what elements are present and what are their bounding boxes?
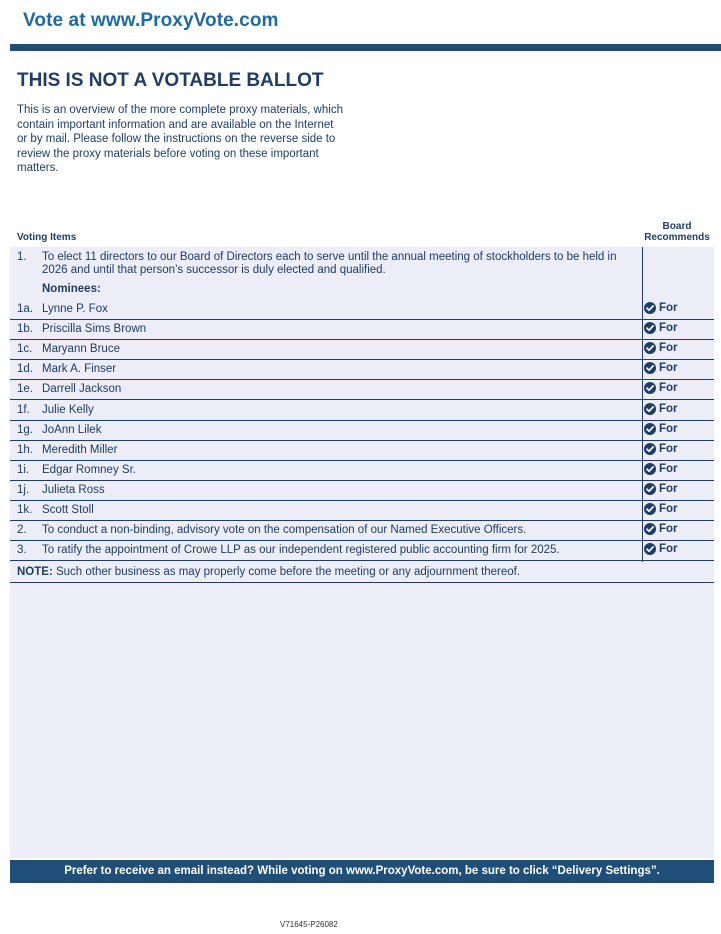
table-row — [10, 541, 714, 561]
note-row — [10, 565, 714, 583]
table-row — [10, 501, 714, 521]
document-code: V71645-P26082 — [280, 920, 338, 929]
item-text: Julie Kelly — [42, 403, 94, 416]
item-text: Meredith Miller — [42, 443, 118, 456]
item-number: 3. — [17, 544, 27, 557]
delivery-settings-banner: Prefer to receive an email instead? While voting on www.ProxyVote.com, be sure to click “Delivery Settings”. — [10, 860, 714, 883]
board-recommendation — [644, 443, 678, 455]
item-text: Julieta Ross — [42, 483, 105, 496]
table-row — [10, 300, 714, 320]
board-recommendation — [644, 503, 678, 515]
table-row — [10, 340, 714, 360]
intro-line: or by mail. Please follow the instructions on the reverse side to — [17, 133, 336, 145]
board-recommendation — [644, 322, 678, 334]
voting-items-header: Voting Items — [17, 232, 77, 243]
item-number: 1d. — [17, 363, 33, 376]
recommendation-label: For — [659, 342, 678, 355]
check-circle-icon — [644, 322, 659, 334]
item-number: 1i. — [17, 463, 30, 476]
recommendation-label: For — [659, 302, 678, 314]
recommendation-label: For — [659, 322, 678, 335]
check-circle-icon — [644, 503, 659, 515]
ballot-title: THIS IS NOT A VOTABLE BALLOT — [17, 70, 324, 91]
item-text: Lynne P. Fox — [42, 303, 108, 315]
board-recommendation — [644, 463, 678, 475]
table-row — [10, 461, 714, 481]
table-row — [10, 401, 714, 421]
recommendation-label: For — [659, 523, 678, 536]
board-label: Board — [662, 221, 692, 232]
table-row-item-1 — [10, 247, 714, 298]
item-number: 1e. — [17, 383, 33, 396]
check-circle-icon — [644, 463, 659, 475]
board-recommends-header — [641, 221, 713, 243]
nominees-label: Nominees: — [42, 283, 101, 295]
intro-line: matters. — [17, 162, 59, 174]
check-circle-icon — [644, 302, 659, 314]
item-number: 1g. — [17, 423, 33, 436]
intro-line: review the proxy materials before voting on these important — [17, 147, 319, 160]
item-text: Priscilla Sims Brown — [42, 323, 147, 336]
table-row — [10, 421, 714, 441]
item-text-line: To elect 11 directors to our Board of Directors each to serve until the annual meeting of stockholders to be held in — [42, 251, 617, 263]
board-recommendation — [644, 362, 678, 374]
recommendation-label: For — [659, 382, 678, 395]
item-text: Darrell Jackson — [42, 383, 122, 396]
item-text: To ratify the appointment of Crowe LLP as our independent registered public accounting firm for 2025. — [42, 544, 560, 557]
check-circle-icon — [644, 382, 659, 394]
board-recommendation — [644, 302, 678, 314]
item-text: JoAnn Lilek — [42, 423, 102, 436]
item-text: Maryann Bruce — [42, 343, 120, 356]
check-circle-icon — [644, 362, 659, 374]
recommendation-label: For — [659, 482, 678, 495]
item-text-line: 2026 and until that person’s successor is duly elected and qualified. — [42, 263, 386, 276]
check-circle-icon — [644, 523, 659, 535]
header-title: Vote at www.ProxyVote.com — [23, 10, 279, 31]
table-row — [10, 521, 714, 541]
intro-line: This is an overview of the more complete proxy materials, which — [17, 104, 343, 116]
item-text: Edgar Romney Sr. — [42, 463, 136, 476]
item-number: 1c. — [17, 343, 33, 356]
note-body: Such other business as may properly come before the meeting or any adjournment thereof. — [55, 566, 521, 578]
recommends-label: Recommends — [644, 232, 710, 243]
check-circle-icon — [644, 443, 659, 455]
recommendation-label: For — [659, 503, 678, 515]
recommendation-label: For — [659, 543, 678, 556]
note-label: NOTE: — [17, 566, 53, 578]
table-row — [10, 360, 714, 380]
item-number: 1k. — [17, 504, 33, 516]
check-circle-icon — [644, 403, 659, 415]
board-recommendation — [644, 403, 678, 415]
table-row — [10, 320, 714, 340]
board-recommendation — [644, 342, 678, 354]
item-number: 1f. — [17, 403, 30, 416]
board-recommendation — [644, 423, 678, 435]
item-text: Mark A. Finser — [42, 363, 117, 376]
note-text — [17, 566, 520, 578]
item-text: To conduct a non-binding, advisory vote on the compensation of our Named Executive Officers. — [42, 524, 527, 537]
header-rule — [10, 44, 721, 51]
recommendation-label: For — [659, 462, 678, 475]
item-text: Scott Stoll — [42, 504, 94, 516]
item-number: 1b. — [17, 323, 33, 336]
check-circle-icon — [644, 483, 659, 495]
recommendation-label: For — [659, 422, 678, 435]
item-number: 1h. — [17, 443, 33, 456]
item-number: 1j. — [17, 483, 30, 496]
check-circle-icon — [644, 423, 659, 435]
recommendation-label: For — [659, 402, 678, 415]
board-recommendation — [644, 543, 678, 555]
board-recommendation — [644, 382, 678, 394]
board-recommendation — [644, 483, 678, 495]
table-row — [10, 481, 714, 501]
check-circle-icon — [644, 342, 659, 354]
item-number: 2. — [17, 524, 27, 537]
item-text — [42, 251, 640, 276]
intro-paragraph — [17, 103, 357, 176]
table-row — [10, 441, 714, 461]
check-circle-icon — [644, 543, 659, 555]
recommendation-label: For — [659, 442, 678, 455]
table-row — [10, 380, 714, 400]
recommendation-label: For — [659, 362, 678, 375]
item-number: 1. — [17, 251, 27, 263]
intro-line: contain important information and are available on the Internet — [17, 118, 334, 131]
item-number: 1a. — [17, 303, 33, 315]
board-recommendation — [644, 523, 678, 535]
